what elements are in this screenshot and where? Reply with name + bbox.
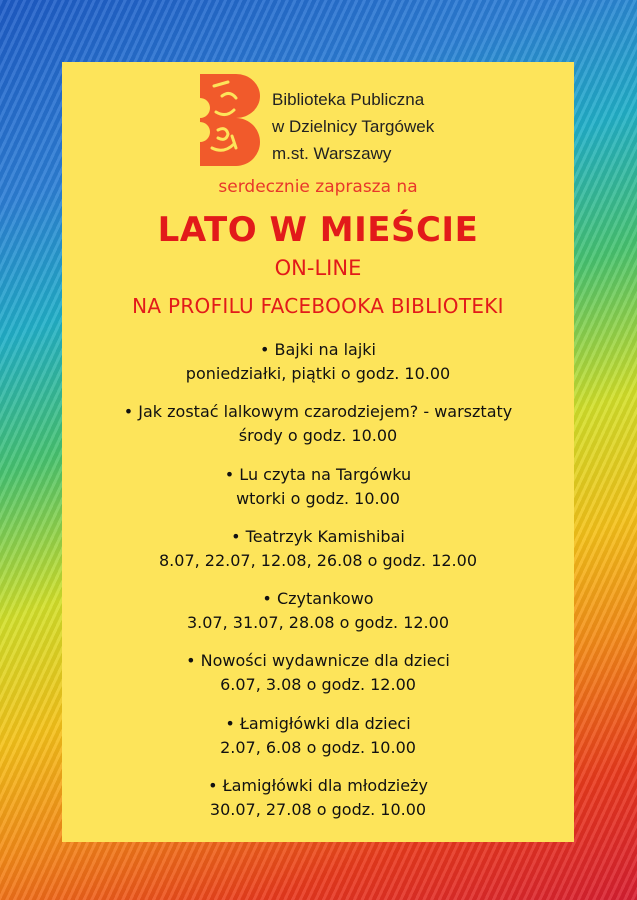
event-name: • Jak zostać lalkowym czarodziejem? - warsztaty — [123, 402, 513, 422]
poster — [62, 62, 574, 842]
event-item — [62, 774, 574, 836]
library-name — [272, 86, 532, 167]
event-name: • Teatrzyk Kamishibai — [231, 526, 405, 546]
event-list — [62, 338, 574, 836]
invite-text: serdecznie zaprasza na — [218, 177, 418, 197]
event-schedule: poniedziałki, piątki o godz. 10.00 — [185, 364, 451, 383]
event-name: • Łamigłówki dla dzieci — [225, 713, 411, 733]
event-item — [62, 400, 574, 462]
event-item — [62, 525, 574, 587]
event-name: • Nowości wydawnicze dla dzieci — [186, 651, 450, 671]
library-logo-icon — [192, 72, 262, 168]
event-schedule: wtorki o godz. 10.00 — [236, 488, 400, 508]
event-schedule: 2.07, 6.08 o godz. 10.00 — [220, 737, 416, 757]
event-item — [62, 338, 574, 400]
poster-title: LATO W MIEŚCIE — [157, 210, 479, 250]
event-name: • Łamigłówki dla młodzieży — [208, 776, 428, 796]
event-item — [62, 463, 574, 525]
library-name-line2: w Dzielnicy Targówek — [272, 117, 435, 136]
event-item — [62, 649, 574, 711]
event-name: • Lu czyta na Targówku — [224, 464, 412, 484]
event-schedule: środy o godz. 10.00 — [238, 426, 398, 446]
event-schedule: 30.07, 27.08 o godz. 10.00 — [209, 800, 427, 820]
event-schedule: 3.07, 31.07, 28.08 o godz. 12.00 — [186, 613, 449, 633]
event-schedule: 8.07, 22.07, 12.08, 26.08 o godz. 12.00 — [159, 550, 477, 570]
location-text: NA PROFILU FACEBOOKA BIBLIOTEKI — [132, 294, 504, 318]
library-name-line1: Biblioteka Publiczna — [272, 90, 425, 109]
event-item — [62, 712, 574, 774]
event-schedule: 6.07, 3.08 o godz. 12.00 — [220, 675, 416, 695]
event-name: • Bajki na lajki — [260, 340, 376, 359]
library-name-line3: m.st. Warszawy — [272, 144, 392, 163]
event-name: • Czytankowo — [262, 589, 374, 609]
poster-subtitle: ON-LINE — [274, 256, 362, 280]
event-item — [62, 587, 574, 649]
